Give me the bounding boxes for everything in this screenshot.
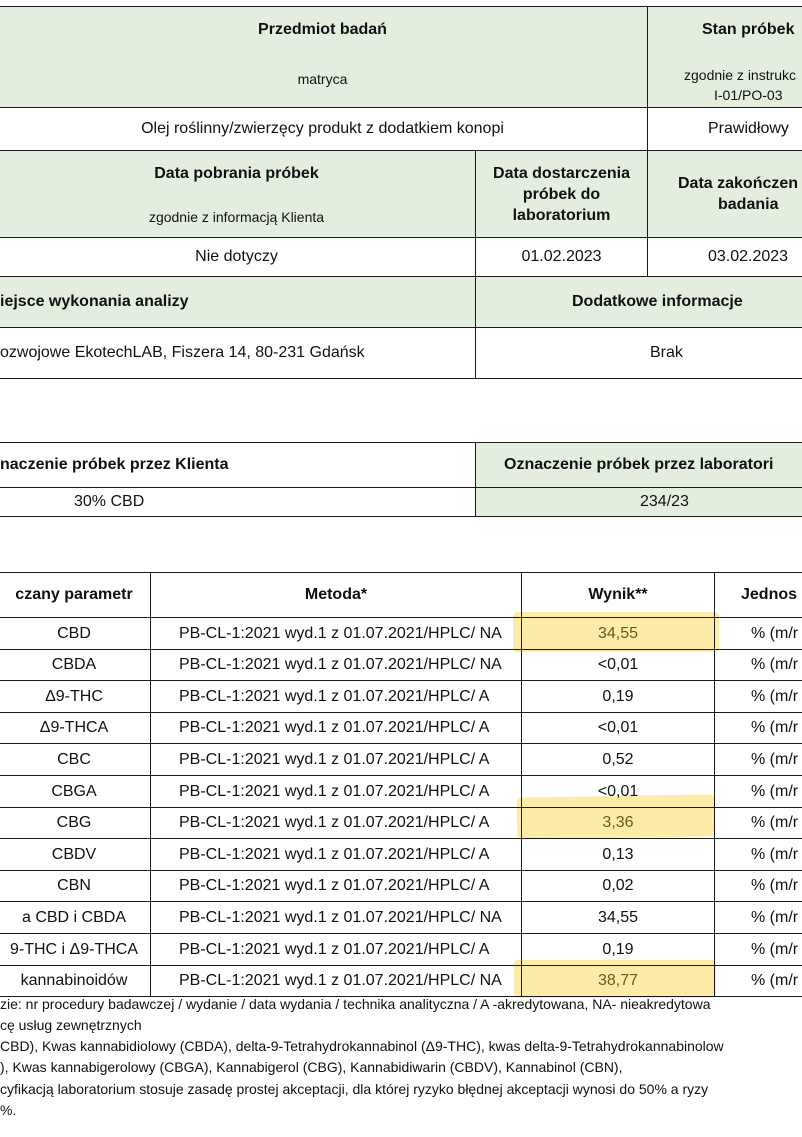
col-header-metoda: Metoda*: [150, 572, 522, 618]
stan-subheader-line1: zgodnie z instrukc: [684, 67, 797, 83]
stan-header: Stan próbek: [702, 21, 795, 38]
footnote-line: cę usług zewnętrznych: [0, 1017, 142, 1033]
result-param: 9-THC i Δ9-THCA: [0, 933, 151, 966]
zakonczenie-header-cell: [647, 150, 802, 238]
przedmiot-value: Olej roślinny/zwierzęcy produkt z dodatkiem konopi: [0, 107, 648, 151]
result-wynik: 0,02: [521, 870, 715, 902]
zakonczenie-value: 03.02.2023: [647, 237, 802, 277]
result-unit: % (m/r: [714, 617, 802, 650]
result-param: Δ9-THC: [0, 680, 151, 713]
result-metoda: PB-CL-1:2021 wyd.1 z 01.07.2021/HPLC/ NA: [150, 617, 522, 650]
result-param: CBG: [0, 807, 151, 839]
dostarczenie-value: 01.02.2023: [475, 237, 648, 277]
result-param: CBDV: [0, 838, 151, 871]
stan-subheader-line2: I-01/PO-03: [714, 87, 783, 103]
lab-value: 234/23: [475, 487, 802, 517]
przedmiot-subheader: matryca: [297, 71, 348, 87]
result-unit: % (m/r: [714, 838, 802, 871]
result-param: a CBD i CBDA: [0, 901, 151, 934]
miejsce-value: ozwojowe EkotechLAB, Fiszera 14, 80-231 Gdańsk: [0, 327, 476, 379]
result-unit: % (m/r: [714, 933, 802, 966]
result-metoda: PB-CL-1:2021 wyd.1 z 01.07.2021/HPLC/ A: [150, 743, 522, 776]
dostarczenie-header-cell: [475, 150, 648, 238]
result-wynik: 34,55: [521, 617, 715, 650]
result-wynik: <0,01: [521, 775, 715, 808]
stan-value: Prawidłowy: [647, 107, 802, 151]
result-param: CBC: [0, 743, 151, 776]
klient-value: 30% CBD: [0, 487, 476, 517]
result-wynik: 3,36: [521, 807, 715, 839]
result-wynik: 0,13: [521, 838, 715, 871]
result-metoda: PB-CL-1:2021 wyd.1 z 01.07.2021/HPLC/ A: [150, 680, 522, 713]
result-metoda: PB-CL-1:2021 wyd.1 z 01.07.2021/HPLC/ A: [150, 933, 522, 966]
dostarczenie-header-line1: Data dostarczenia: [493, 164, 630, 182]
result-wynik: <0,01: [521, 649, 715, 681]
result-param: CBDA: [0, 649, 151, 681]
footnote-line: ), Kwas kannabigerolowy (CBGA), Kannabigerol (CBG), Kannabidiwarin (CBDV), Kannabinol (CBN),: [0, 1059, 623, 1075]
col-header-jednostka: Jednos: [714, 572, 802, 618]
result-unit: % (m/r: [714, 680, 802, 713]
result-metoda: PB-CL-1:2021 wyd.1 z 01.07.2021/HPLC/ A: [150, 807, 522, 839]
pobranie-value: Nie dotyczy: [0, 237, 476, 277]
result-wynik: 38,77: [521, 965, 715, 997]
zakonczenie-header-line2: badania: [718, 196, 779, 213]
result-param: CBD: [0, 617, 151, 650]
result-unit: % (m/r: [714, 807, 802, 839]
zakonczenie-header-line1: Data zakończen: [678, 175, 799, 192]
result-unit: % (m/r: [714, 649, 802, 681]
col-header-param: czany parametr: [0, 572, 151, 618]
result-param: CBN: [0, 870, 151, 902]
result-param: Δ9-THCA: [0, 712, 151, 744]
result-unit: % (m/r: [714, 901, 802, 934]
footnote-line: cyfikacją laboratorium stosuje zasadę prostej akceptacji, dla której ryzyko błędnej akceptacji wynosi do 50% a ryzy: [0, 1081, 709, 1097]
dostarczenie-header-line2: próbek do: [522, 185, 601, 203]
result-metoda: PB-CL-1:2021 wyd.1 z 01.07.2021/HPLC/ NA: [150, 901, 522, 934]
lab-header: Oznaczenie próbek przez laboratori: [475, 442, 802, 488]
pobranie-header-cell: [0, 150, 476, 238]
footnote-line: %.: [0, 1102, 17, 1118]
result-wynik: 0,52: [521, 743, 715, 776]
dodatkowe-value: Brak: [475, 327, 802, 379]
result-unit: % (m/r: [714, 712, 802, 744]
dostarczenie-header-line3: laboratorium: [512, 206, 611, 224]
result-metoda: PB-CL-1:2021 wyd.1 z 01.07.2021/HPLC/ A: [150, 870, 522, 902]
result-wynik: <0,01: [521, 712, 715, 744]
col-header-wynik: Wynik**: [521, 572, 715, 618]
result-metoda: PB-CL-1:2021 wyd.1 z 01.07.2021/HPLC/ A: [150, 838, 522, 871]
result-param: CBGA: [0, 775, 151, 808]
result-metoda: PB-CL-1:2021 wyd.1 z 01.07.2021/HPLC/ NA: [150, 649, 522, 681]
result-metoda: PB-CL-1:2021 wyd.1 z 01.07.2021/HPLC/ A: [150, 712, 522, 744]
result-unit: % (m/r: [714, 743, 802, 776]
stan-header-cell: [647, 6, 802, 108]
footnote-line: CBD), Kwas kannabidiolowy (CBDA), delta-9-Tetrahydrokannabinol (Δ9-THC), kwas delta-9-Tetrahydrokannabinolow: [0, 1038, 724, 1054]
klient-header: naczenie próbek przez Klienta: [0, 442, 476, 488]
result-wynik: 0,19: [521, 680, 715, 713]
result-metoda: PB-CL-1:2021 wyd.1 z 01.07.2021/HPLC/ A: [150, 775, 522, 808]
result-param: kannabinoidów: [0, 965, 151, 997]
result-wynik: 34,55: [521, 901, 715, 934]
result-metoda: PB-CL-1:2021 wyd.1 z 01.07.2021/HPLC/ NA: [150, 965, 522, 997]
pobranie-subheader: zgodnie z informacją Klienta: [148, 209, 325, 225]
result-unit: % (m/r: [714, 870, 802, 902]
miejsce-header: iejsce wykonania analizy: [0, 276, 476, 328]
przedmiot-header-cell: [0, 6, 648, 108]
dodatkowe-header: Dodatkowe informacje: [475, 276, 802, 328]
przedmiot-header: Przedmiot badań: [258, 21, 387, 38]
footnote-line: zie: nr procedury badawczej / wydanie / data wydania / technika analityczna / A -akredytowana, NA- nieakredytowa: [0, 996, 711, 1012]
result-wynik: 0,19: [521, 933, 715, 966]
pobranie-header: Data pobrania próbek: [154, 165, 319, 182]
result-unit: % (m/r: [714, 965, 802, 997]
result-unit: % (m/r: [714, 775, 802, 808]
